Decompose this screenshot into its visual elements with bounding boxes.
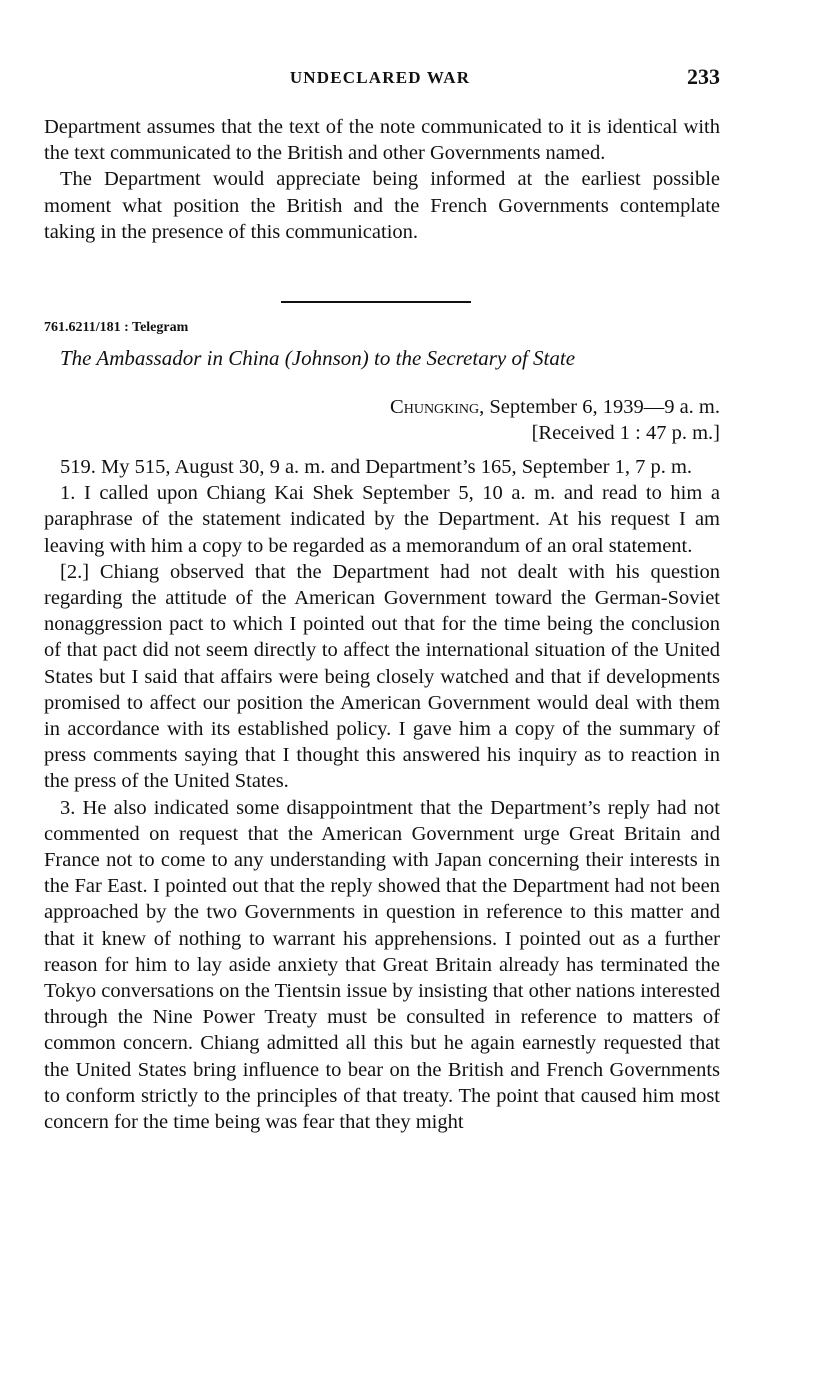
telegram-body [44,454,720,1135]
document-title: The Ambassador in China (Johnson) to the Secretary of State [60,346,576,370]
page-header [40,64,720,94]
page-number: 233 [687,64,720,89]
intro-section [44,114,720,245]
file-reference: 761.6211/181 : Telegram [44,320,189,335]
place-name: Chungking [390,396,480,418]
telegram-paragraph-3: 3. He also indicated some disappointment that the Department’s reply had not commented on request that the American Government urge Great Britain and France not to come to any understanding with Japan concerning their interests in the Far East. I pointed out that the reply showed that the Department had not been approached by the two Governments in question in reference to this matter and that it knew of nothing to warrant his apprehensions. I pointed out as a further reason for him to lay aside anxiety that Great Britain already has terminated the Tokyo conversations on the Tientsin issue by insisting that other nations interested through the Nine Power Treaty must be consulted in reference to matters of common concern. Chiang admitted all this but he again earnestly requested that the United States bring influence to bear on the British and French Governments to conform strictly to the principles of that treaty. The point that caused him most concern for the time being was fear that they might [44,796,720,1134]
section-divider [281,301,471,303]
telegram-paragraph-1: 1. I called upon Chiang Kai Shek September 5, 10 a. m. and read to him a paraphrase of the statement indicated by the Department. At his request I am leaving with him a copy to be regarded as a memorandum of an oral statement. [44,482,720,557]
telegram-paragraph-intro: 519. My 515, August 30, 9 a. m. and Department’s 165, September 1, 7 p. m. [60,456,693,478]
dateline [390,394,720,446]
date-line [390,394,720,420]
running-head: UNDECLARED WAR [289,68,471,87]
received-line: [Received 1 : 47 p. m.] [531,422,720,444]
date-text: , September 6, 1939—9 a. m. [479,396,720,418]
telegram-paragraph-2: [2.] Chiang observed that the Department had not dealt with his question regarding the attitude of the American Government toward the German-Soviet nonaggression pact to which I pointed out that for the time being the conclusion of that pact did not seem directly to affect the international situation of the United States but I said that affairs were being closely watched and that if developments promised to affect our position the American Government would deal with them in accordance with its established policy. I gave him a copy of the summary of press comments saying that I thought this answered his inquiry as to reaction in the press of the United States. [44,560,720,793]
intro-paragraph-2: The Department would appreciate being informed at the earliest possible moment what position the British and the French Governments contemplate taking in the presence of this communication. [44,168,720,243]
intro-paragraph-1: Department assumes that the text of the note communicated to it is identical with the text communicated to the British and other Governments named. [44,116,720,165]
